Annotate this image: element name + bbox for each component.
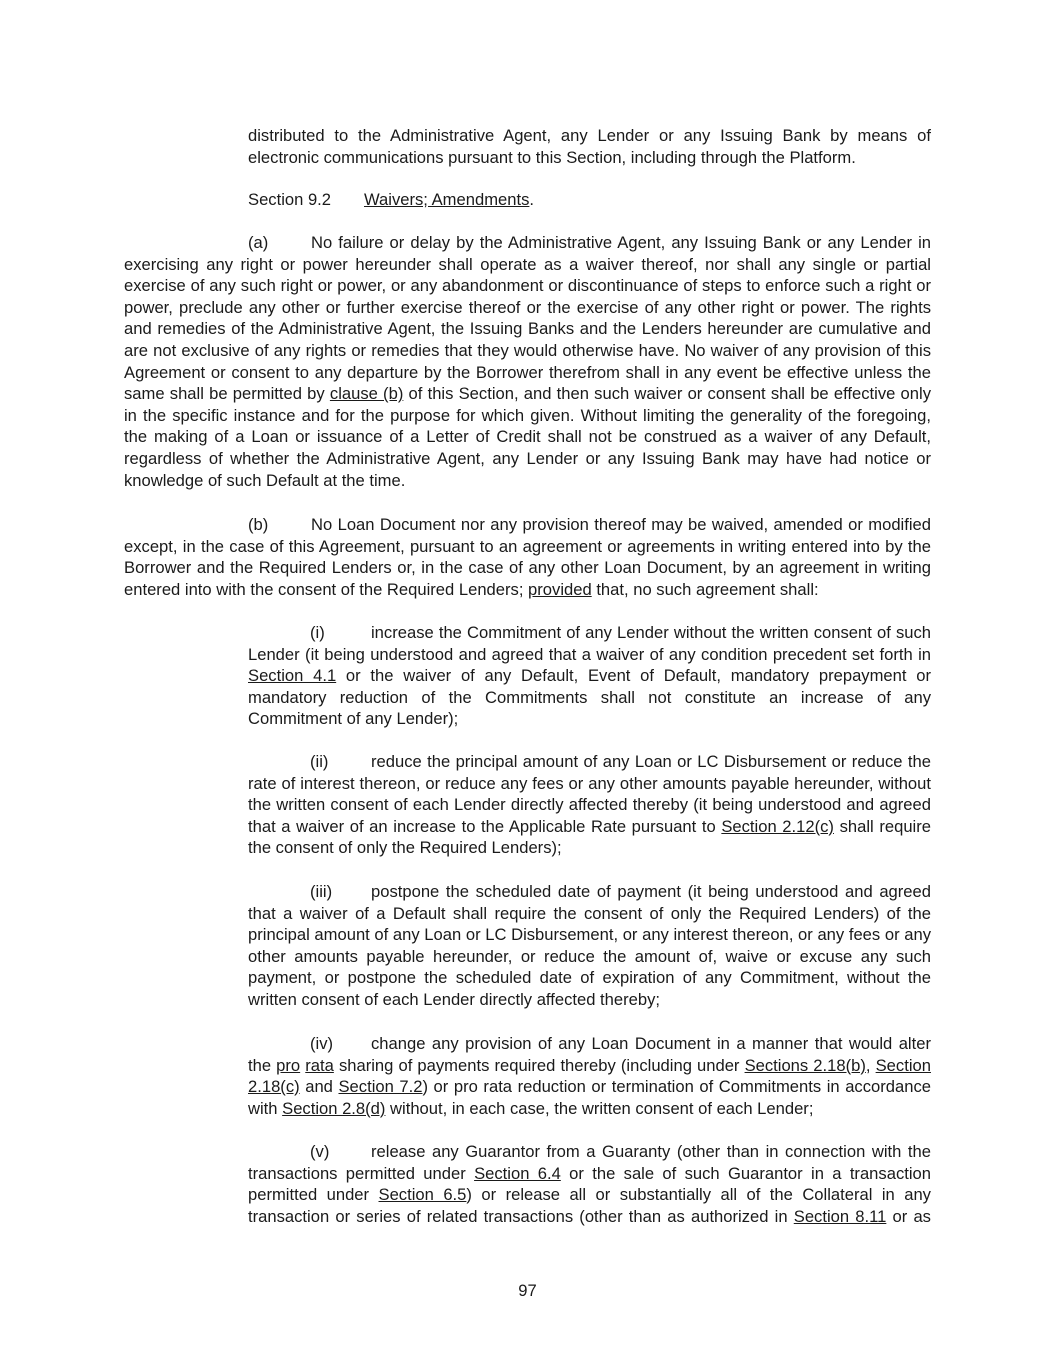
link-section-6-4[interactable]: Section 6.4: [474, 1163, 561, 1183]
section-title-suffix: .: [529, 190, 535, 209]
page-number: 97: [518, 1281, 537, 1300]
item-i-label: (i): [310, 623, 325, 642]
link-section-6-5[interactable]: Section 6.5: [378, 1185, 467, 1205]
item-v: (v) release any Guarantor from a Guaranty (other than in connection with the transactions permitted under Section 6.4 or the sale of such Guarantor in a transaction permitted under Section 6.5) or release all or substantially all of the Collateral in any transaction or series of related transactions (other than as authorized in Section 8.11 or as: [248, 1142, 931, 1226]
section-number: Section 9.2: [248, 190, 332, 209]
item-iv: (iv) change any provision of any Loan Document in a manner that would alter the pro rata sharing of payments required thereby (including under Sections 2.18(b), Section 2.18(c) and Section 7.2) or pro rata reduction or termination of Commitments in accordance with Section 2.8(d) without, in each case, the written consent of each Lender;: [248, 1034, 931, 1118]
rata-term: rata: [305, 1055, 334, 1075]
link-section-8-11[interactable]: Section 8.11: [793, 1206, 887, 1226]
link-section-2-8-d[interactable]: Section 2.8(d): [282, 1098, 386, 1118]
item-iii: (iii) postpone the scheduled date of payment (it being understood and agreed that a waiver of a Default shall require the consent of only the Required Lenders) of the principal amount of any Loan or LC Disbursement, or any interest thereon, or any fees or any other amounts payable hereunder, or reduce the amount of, waive or excuse any such payment, or postpone the scheduled date of expiration of any Commitment, without the written consent of each Lender directly affected thereby;: [248, 882, 931, 1009]
paragraph-a-label: (a): [248, 233, 269, 252]
link-section-2-12-c[interactable]: Section 2.12(c): [721, 816, 834, 836]
paragraph-a: (a) No failure or delay by the Administrative Agent, any Issuing Bank or any Lender in exercising any right or power hereunder shall operate as a waiver thereof, nor shall any single or partial exercise of any such right or power, or any abandonment or discontinuance of steps to enforce such a right or power, preclude any other or further exercise thereof or the exercise of any other right or power. The rights and remedies of the Administrative Agent, the Issuing Banks and the Lenders hereunder are cumulative and are not exclusive of any rights or remedies that they would otherwise have. No waiver of any provision of this Agreement or consent to any departure by the Borrower therefrom shall in any event be effective unless the same shall be permitted by clause (b) of this Section, and then such waiver or consent shall be effective only in the specific instance and for the purpose for which given. Without limiting the generality of the foregoing, the making of a Loan or issuance of a Letter of Credit shall not be construed as a waiver of any Default, regardless of whether the Administrative Agent, any Lender or any Issuing Bank may have had notice or knowledge of such Default at the time.: [124, 233, 931, 490]
provided-term: provided: [528, 579, 592, 599]
item-iv-label: (iv): [310, 1034, 334, 1053]
link-sections-2-18-b[interactable]: Sections 2.18(b): [744, 1055, 866, 1075]
item-iii-label: (iii): [310, 882, 333, 901]
paragraph-b-label: (b): [248, 515, 269, 534]
item-ii-label: (ii): [310, 752, 329, 771]
link-section-7-2[interactable]: Section 7.2: [338, 1077, 423, 1097]
section-title: Waivers; Amendments: [364, 190, 530, 209]
intro-text: distributed to the Administrative Agent, any Lender or any Issuing Bank by means of electronic communications pursuant to this Section, including through the Platform.: [248, 126, 931, 167]
link-clause-b[interactable]: clause (b): [329, 384, 404, 404]
link-section-4-1[interactable]: Section 4.1: [248, 666, 337, 686]
item-v-label: (v): [310, 1142, 330, 1161]
intro-paragraph: [248, 125, 931, 168]
item-ii: (ii) reduce the principal amount of any Loan or LC Disbursement or reduce the rate of interest thereon, or reduce any fees or any other amounts payable hereunder, without the written consent of each Lender directly affected thereby (it being understood and agreed that a waiver of an increase to the Applicable Rate pursuant to Section 2.12(c) shall require the consent of only the Required Lenders);: [248, 752, 931, 858]
link-section-2-18-c[interactable]: Section 2.18(c): [248, 1055, 931, 1097]
section-heading: [248, 189, 931, 211]
pro-term: pro: [276, 1055, 301, 1075]
item-i: (i) increase the Commitment of any Lender without the written consent of such Lender (it being understood and agreed that a waiver of any condition precedent set forth in Section 4.1 or the waiver of any Default, Event of Default, mandatory prepayment or mandatory reduction of the Commitments shall not constitute an increase of any Commitment of any Lender);: [248, 623, 931, 729]
paragraph-b: (b) No Loan Document nor any provision thereof may be waived, amended or modified except, in the case of this Agreement, pursuant to an agreement or agreements in writing entered into by the Borrower and the Required Lenders or, in the case of any other Loan Document, by an agreement in writing entered into with the consent of the Required Lenders; provided that, no such agreement shall:: [124, 515, 931, 599]
